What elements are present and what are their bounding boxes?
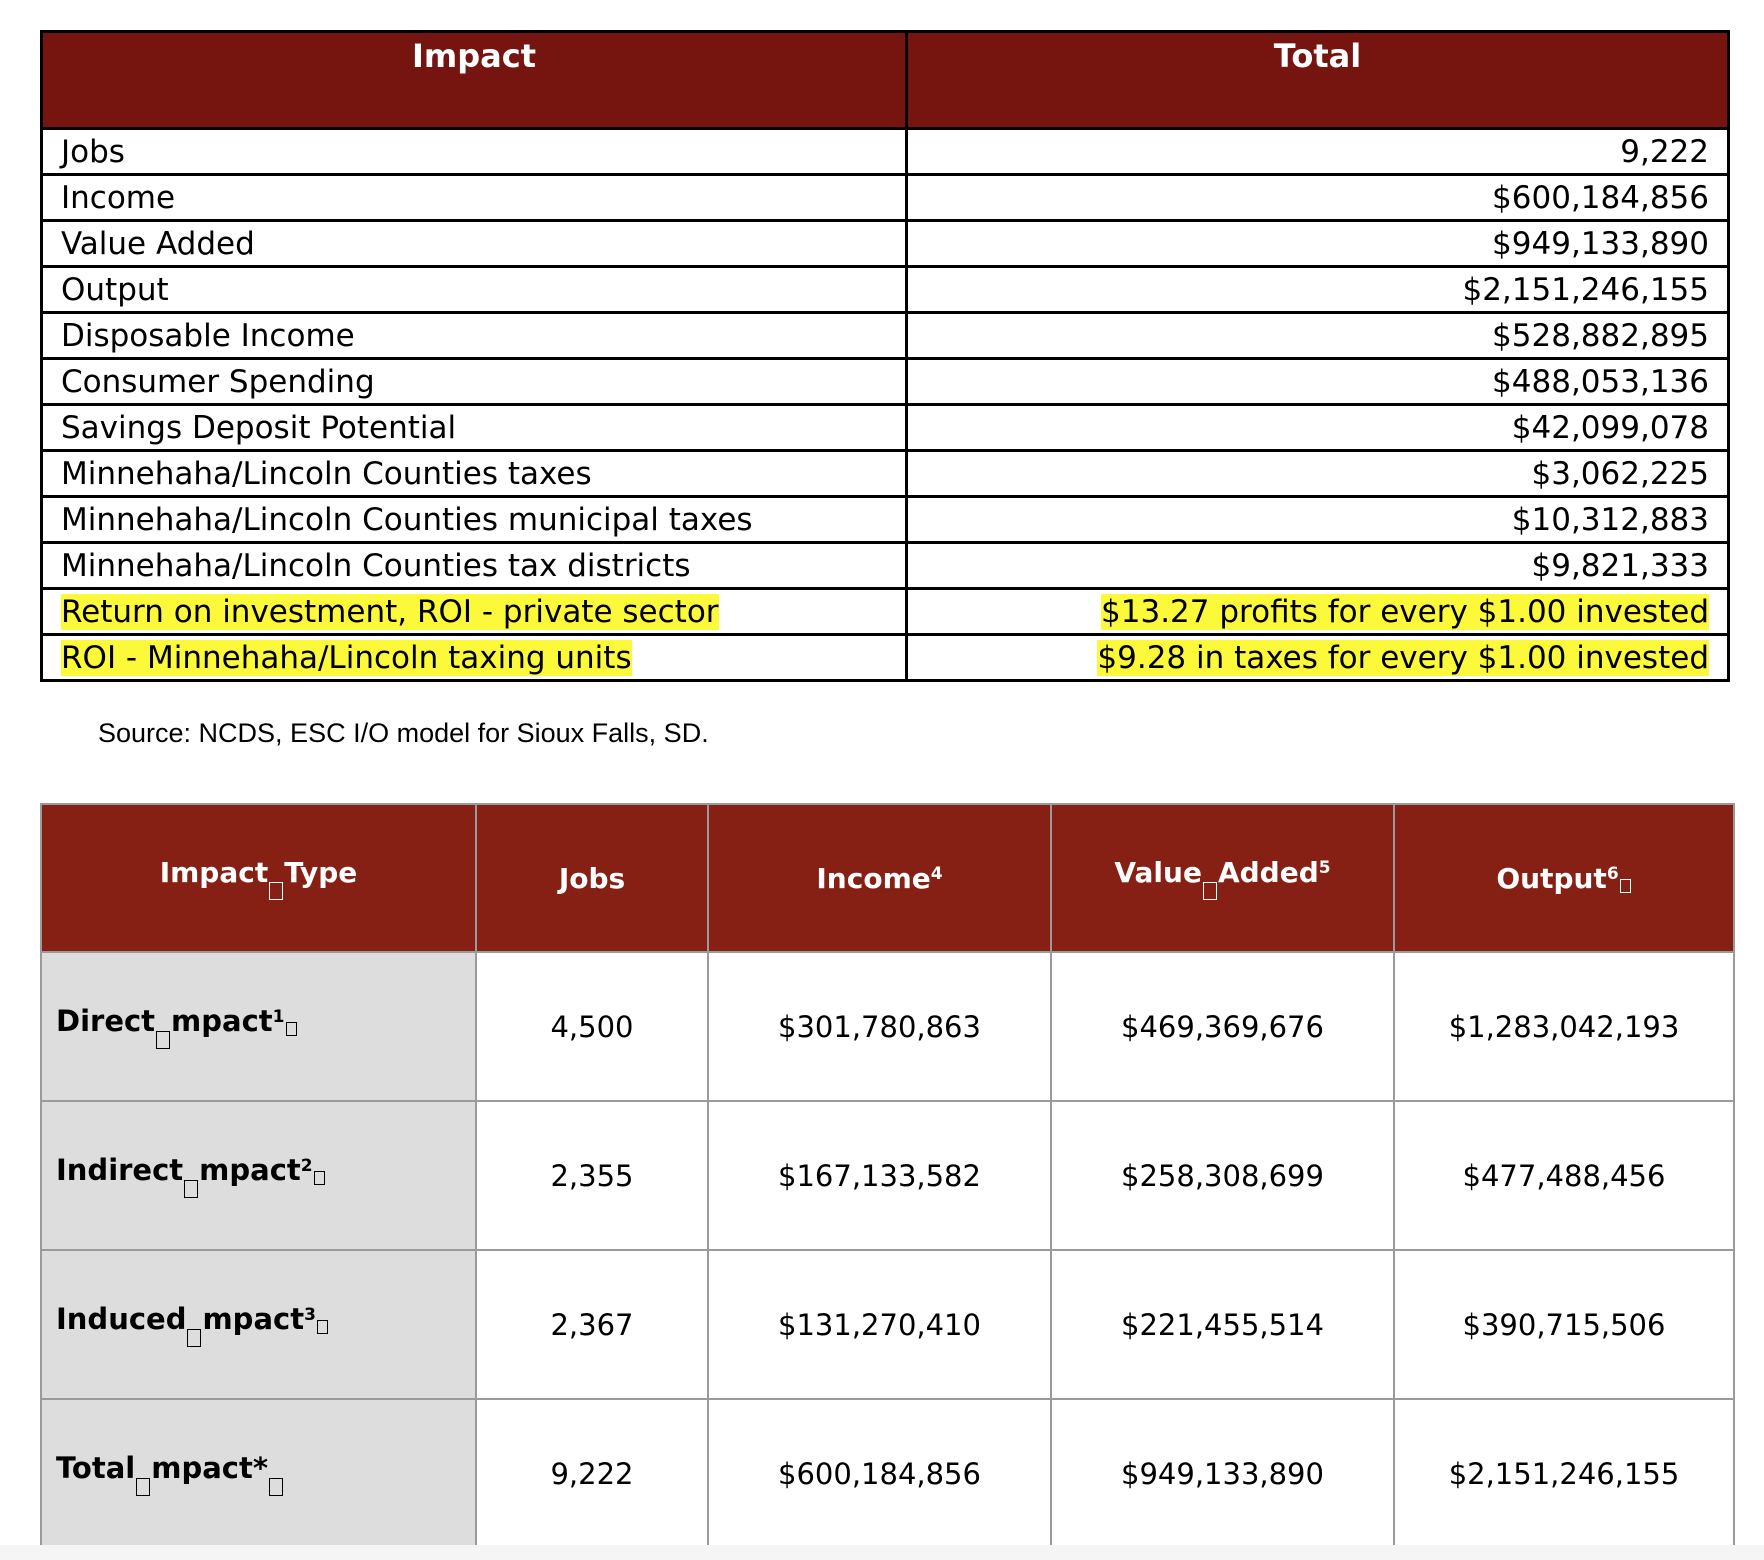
row-label: Jobs — [42, 129, 907, 175]
cell-income: $131,270,410 — [708, 1250, 1051, 1399]
missing-glyph-icon — [1203, 882, 1217, 900]
row-value — [907, 589, 1729, 635]
row-header: Indirect mpact$^2$ — [41, 1101, 476, 1250]
cell-value-added: $221,455,514 — [1051, 1250, 1394, 1399]
row-value: $42,099,078 — [907, 405, 1729, 451]
table-row — [42, 497, 1729, 543]
row-value: $600,184,856 — [907, 175, 1729, 221]
table-row — [41, 952, 1734, 1101]
row-header: Total mpact* — [41, 1399, 476, 1548]
table-row-roi-taxing — [42, 635, 1729, 681]
header-value-added: Value Added$^5$ — [1051, 804, 1394, 952]
row-label: Consumer Spending — [42, 359, 907, 405]
cell-jobs: 4,500 — [476, 952, 708, 1101]
impact-summary-table — [40, 30, 1730, 682]
table-row — [41, 1399, 1734, 1548]
table-row-roi-private — [42, 589, 1729, 635]
row-value — [907, 635, 1729, 681]
row-value: $3,062,225 — [907, 451, 1729, 497]
row-label: Savings Deposit Potential — [42, 405, 907, 451]
cell-jobs: 2,367 — [476, 1250, 708, 1399]
missing-glyph-icon — [269, 882, 283, 900]
table-row — [42, 221, 1729, 267]
table-row — [42, 451, 1729, 497]
table-header-row — [41, 804, 1734, 952]
header-income: Income$^4$ — [708, 804, 1051, 952]
cell-jobs: 9,222 — [476, 1399, 708, 1548]
cell-income: $600,184,856 — [708, 1399, 1051, 1548]
row-label: Income — [42, 175, 907, 221]
header-output: Output$^6$ — [1394, 804, 1734, 952]
row-value: $528,882,895 — [907, 313, 1729, 359]
row-header: Induced mpact$^3$ — [41, 1250, 476, 1399]
missing-glyph-icon — [317, 1320, 328, 1334]
cell-output: $477,488,456 — [1394, 1101, 1734, 1250]
cell-value-added: $469,369,676 — [1051, 952, 1394, 1101]
cell-income: $167,133,582 — [708, 1101, 1051, 1250]
highlighted-value: $13.27 profits for every $1.00 invested — [1101, 593, 1709, 630]
impact-type-table — [40, 803, 1735, 1549]
table-row — [42, 405, 1729, 451]
table-row — [42, 175, 1729, 221]
row-label: Minnehaha/Lincoln Counties municipal taxes — [42, 497, 907, 543]
missing-glyph-icon — [187, 1329, 201, 1347]
row-label: Minnehaha/Lincoln Counties taxes — [42, 451, 907, 497]
row-label — [42, 635, 907, 681]
missing-glyph-icon — [156, 1031, 170, 1049]
missing-glyph-icon — [314, 1171, 325, 1185]
cell-output: $1,283,042,193 — [1394, 952, 1734, 1101]
missing-glyph-icon — [136, 1478, 150, 1496]
table-row — [42, 267, 1729, 313]
row-value: $949,133,890 — [907, 221, 1729, 267]
header-total: Total — [907, 32, 1729, 129]
row-value: $488,053,136 — [907, 359, 1729, 405]
highlighted-label: Return on investment, ROI - private sector — [61, 593, 719, 630]
missing-glyph-icon — [286, 1022, 297, 1036]
row-value: $10,312,883 — [907, 497, 1729, 543]
row-label: Value Added — [42, 221, 907, 267]
row-label: Output — [42, 267, 907, 313]
table-row — [42, 313, 1729, 359]
row-label: Minnehaha/Lincoln Counties tax districts — [42, 543, 907, 589]
cell-value-added: $949,133,890 — [1051, 1399, 1394, 1548]
highlighted-value: $9.28 in taxes for every $1.00 invested — [1097, 639, 1709, 676]
cell-value-added: $258,308,699 — [1051, 1101, 1394, 1250]
header-jobs: Jobs — [476, 804, 708, 952]
page-bottom-strip — [0, 1545, 1764, 1560]
table-row — [42, 129, 1729, 175]
table-row — [41, 1250, 1734, 1399]
table-header-row — [42, 32, 1729, 129]
missing-glyph-icon — [184, 1180, 198, 1198]
cell-output: $2,151,246,155 — [1394, 1399, 1734, 1548]
table-row — [42, 359, 1729, 405]
cell-jobs: 2,355 — [476, 1101, 708, 1250]
row-value: 9,222 — [907, 129, 1729, 175]
cell-output: $390,715,506 — [1394, 1250, 1734, 1399]
highlighted-label: ROI - Minnehaha/Lincoln taxing units — [61, 639, 632, 676]
cell-income: $301,780,863 — [708, 952, 1051, 1101]
source-note: Source: NCDS, ESC I/O model for Sioux Falls, SD. — [98, 718, 709, 748]
row-value: $9,821,333 — [907, 543, 1729, 589]
row-label: Disposable Income — [42, 313, 907, 359]
row-value: $2,151,246,155 — [907, 267, 1729, 313]
header-impact-type: Impact Type — [41, 804, 476, 952]
table-row — [42, 543, 1729, 589]
row-label — [42, 589, 907, 635]
table-row — [41, 1101, 1734, 1250]
missing-glyph-icon — [1620, 879, 1631, 893]
missing-glyph-icon — [269, 1478, 283, 1496]
header-impact: Impact — [42, 32, 907, 129]
row-header: Direct mpact$^1$ — [41, 952, 476, 1101]
